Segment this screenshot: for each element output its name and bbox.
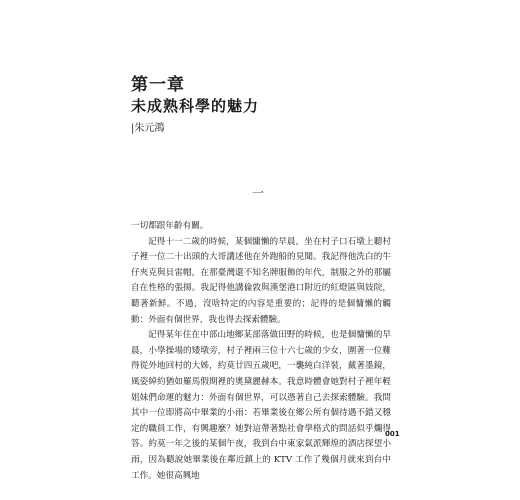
chapter-title: 未成熟科學的魅力 — [131, 97, 260, 115]
chapter-label: 第一章 — [131, 75, 185, 95]
author-name: |朱元鴻 — [131, 123, 165, 134]
paragraph-2: 記得十一二歲的時候，某個慵懶的早晨，坐在村子口石墩上聽村子裡一位二十出頭的大哥講述他在外跑船的見聞。我記得他洗白的牛仔夾克與貝雷帽，在那臺灣還不知名牌服飾的年代，制服之外的那屬自在性格的張揚。我記得他講倫敦與漢堡港口附近的紅燈區與妓院，聽著新鮮。不過，沒啥特定的內容是重要的；記得的是個慵懶的觸動：外面有個世界，我也得去探索體驗。 — [131, 236, 391, 325]
paragraph-3: 記得某年住在中部山地鄉某部落做田野的時候，也是個慵懶的早晨，小學操場的矮墩旁，村子裡兩三位十六七歲的少女，圍著一位難得從外地回村的大姊，約莫廿四五歲吧，一襲純白洋裝，戴著墨鏡，風姿綽約猶如羅馬假期裡的奧黛麗赫本。我意時體會她對村子裡年輕姐妹們命運的魅力：外面有個世界，可以憑著自己去探索體驗。我問其中一位即將高中畢業的小雨：若畢業後在鄉公所有個待遇不錯又穩定的職員工作，有興趣麼？她對這帶著點社會學格式的問話似乎爛得答。約莫一年之後的某個午夜，我到台中東家氣派輝煌的酒店探望小雨，因為聽說她畢業後在鄰近鎮上的 KTV 工作了幾個月就來到台中工作。她很高興地 — [131, 330, 391, 481]
paragraph-1: 一切都跟年齡有關。 — [131, 221, 209, 231]
body-text — [131, 219, 391, 484]
section-number: 一 — [252, 186, 265, 200]
page-number: 001 — [385, 430, 400, 438]
